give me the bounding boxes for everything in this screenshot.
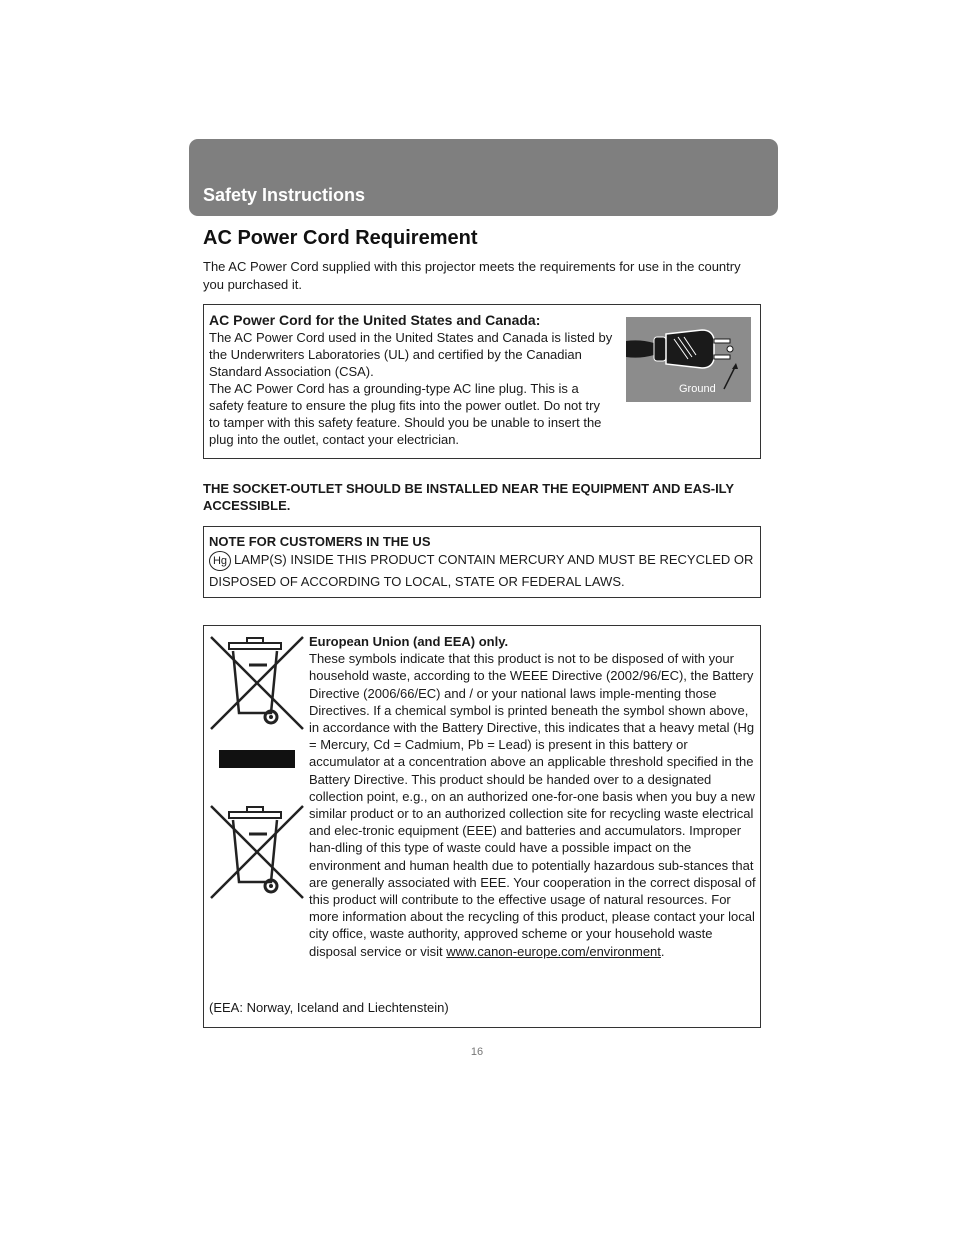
canon-environment-link[interactable]: www.canon-europe.com/environment — [446, 943, 661, 959]
intro-paragraph: The AC Power Cord supplied with this projector meets the requirements for use in the country you purchased it. — [203, 259, 741, 292]
eu-disposal-box — [203, 625, 761, 1028]
us-canada-heading: AC Power Cord for the United States and Canada: — [209, 312, 541, 328]
us-canada-box — [203, 304, 761, 459]
eu-link-suffix: . — [660, 943, 665, 959]
crossed-bin-icon — [209, 635, 305, 731]
us-customers-note-box — [203, 526, 761, 598]
bin-underline-bar — [219, 750, 295, 768]
us-note-text — [209, 549, 757, 593]
eea-note: (EEA: Norway, Iceland and Liechtenstein) — [209, 1000, 449, 1015]
mercury-notice: LAMP(S) INSIDE THIS PRODUCT CONTAIN MERCURY AND MUST BE RECYCLED OR DISPOSED OF ACCORDING TO LOCAL, STATE OR FEDERAL LAWS. — [209, 552, 754, 589]
section-header-band — [189, 139, 778, 216]
crossed-bin-icon — [209, 804, 305, 900]
eu-text-block — [309, 633, 757, 960]
socket-outlet-notice: THE SOCKET-OUTLET SHOULD BE INSTALLED NEAR THE EQUIPMENT AND EAS-ILY ACCESSIBLE. — [203, 481, 734, 513]
eu-body — [309, 650, 757, 960]
us-note-heading: NOTE FOR CUSTOMERS IN THE US — [209, 534, 431, 549]
page-title: AC Power Cord Requirement — [203, 227, 478, 249]
page-number: 16 — [470, 1046, 484, 1058]
grounded-plug-image — [626, 317, 751, 402]
eu-body-text: These symbols indicate that this product is not to be disposed of with your household waste, according to the WEEE Directive (2002/96/EC), the Battery Directive (2006/66/EC) and / or your national laws imple-menting those Directives. If a chemical symbol is printed beneath the symbol shown above, in accordance with the Battery Directive, this indicates that a heavy metal (Hg = Mercury, Cd = Cadmium, Pb = Lead) is present in this battery or accumulator at a concentration above an applicable threshold specified in the Battery Directive. This product should be handed over to a designated collection point, e.g., on an authorized one-for-one basis when you buy a new similar product or to an authorized collection site for recycling waste electrical and elec-tronic equipment (EEE) and batteries and accumulators. Improper han-dling of this type of waste could have a possible impact on the environment and human health due to potentially hazardous sub-stances that are generally associated with EEE. Your cooperation in the correct disposal of this product will contribute to the effective usage of natural resources. For more information about the recycling of this product, please contact your local city office, waste authority, approved scheme or your household waste disposal service or visit — [309, 651, 756, 959]
us-canada-text — [209, 312, 614, 448]
hg-mercury-icon: Hg — [209, 551, 231, 571]
us-canada-paragraph-1: The AC Power Cord used in the United States and Canada is listed by the Underwriters Laboratories (UL) and certified by the Canadian Standard Association (CSA). — [209, 330, 613, 379]
section-title: Safety Instructions — [203, 185, 366, 205]
ground-label: Ground — [679, 383, 716, 395]
eu-heading: European Union (and EEA) only. — [309, 634, 509, 649]
us-canada-paragraph-2: The AC Power Cord has a grounding-type AC line plug. This is a safety feature to ensure the plug fits into the power outlet. Do not try to tamper with this safety feature. Should you be unable to insert the plug into the outlet, contact your electrician. — [209, 381, 602, 447]
